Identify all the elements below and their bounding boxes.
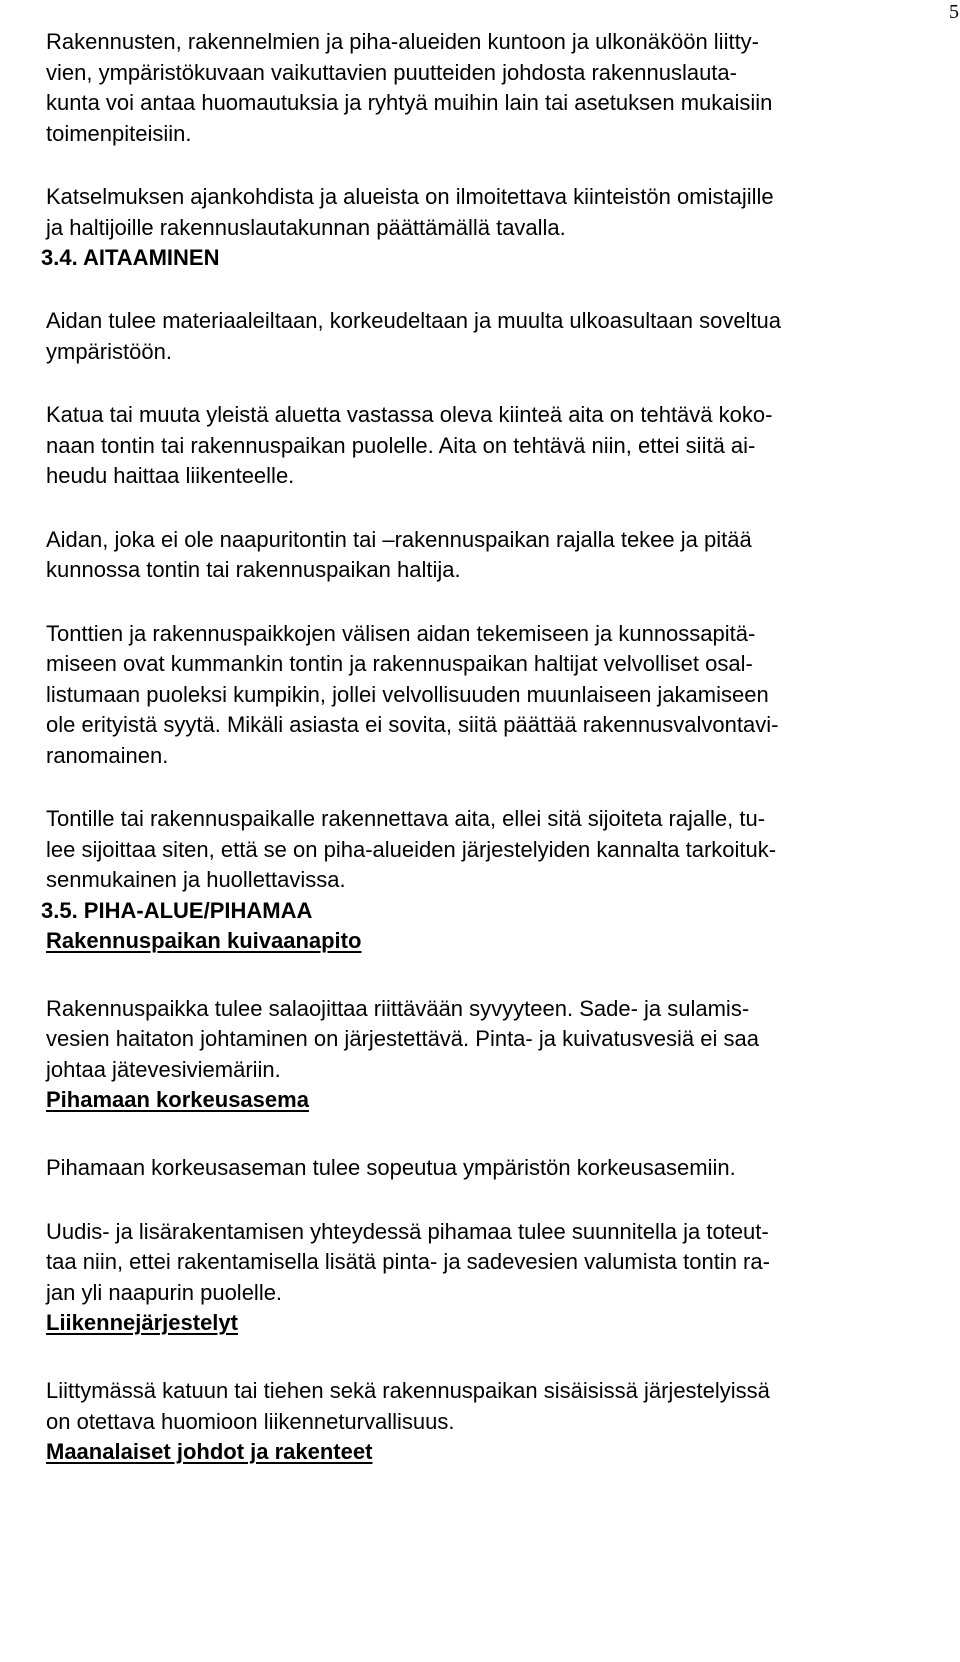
subheading-drainage [46,926,946,956]
text-line: Liittymässä katuun tai tiehen sekä rakennuspaikan sisäisissä järjestelyissä [46,1378,770,1403]
text-line: toimenpiteisiin. [46,120,192,146]
text-line: ole erityistä syytä. Mikäli asiasta ei sovita, siitä päättää rakennusvalvontavi- [46,712,779,737]
text-line: taa niin, ettei rakentamisella lisätä pinta- ja sadevesien valumista tontin ra- [46,1249,770,1274]
text-line: naan tontin tai rakennuspaikan puolelle. Aita on tehtävä niin, ettei siitä ai- [46,432,756,458]
text-line: Rakennuspaikka tulee salaojittaa riittävään syvyyteen. Sade- ja sulamis- [46,995,750,1021]
paragraph-fence-placement [46,804,946,896]
paragraph-drainage [46,994,946,1086]
subheading-text: Maanalaiset johdot ja rakenteet [46,1439,373,1464]
text-line: Katua tai muuta yleistä aluetta vastassa oleva kiinteä aita on tehtävä koko- [46,402,773,427]
text-line: Tontille tai rakennuspaikalle rakennettava aita, ellei sitä sijoiteta rajalle, tu- [46,806,766,831]
subheading-yard-elevation [46,1085,946,1115]
paragraph-new-construction [46,1217,946,1309]
paragraph-street-fence [46,400,946,492]
document-body [41,27,946,1467]
subheading-text: Liikennejärjestelyt [46,1310,238,1335]
text-line: Pihamaan korkeusaseman tulee sopeutua ympäristön korkeusasemiin. [46,1155,736,1180]
text-line: heudu haittaa liikenteelle. [46,463,295,488]
paragraph-fence-maintenance [46,525,946,586]
paragraph-fence-appearance [46,306,946,367]
text-line: Rakennusten, rakennelmien ja piha-alueiden kuntoon ja ulkonäköön liitty- [46,29,760,54]
section-heading-fencing: 3.4. AITAAMINEN [41,245,220,270]
text-line: kunta voi antaa huomautuksia ja ryhtyä muihin lain tai asetuksen mukaisiin [46,90,773,115]
text-line: ja haltijoille rakennuslautakunnan päättämällä tavalla. [46,214,566,240]
text-line: kunnossa tontin tai rakennuspaikan haltija. [46,557,461,582]
text-line: miseen ovat kummankin tontin ja rakennuspaikan haltijat velvolliset osal- [46,651,753,676]
paragraph-shared-fence [46,619,946,772]
text-line: Uudis- ja lisärakentamisen yhteydessä pihamaa tulee suunnitella ja toteut- [46,1218,769,1244]
paragraph-traffic [46,1376,946,1437]
text-line: ranomainen. [46,742,169,768]
text-line: vesien haitaton johtaminen on järjestettävä. Pinta- ja kuivatusvesiä ei saa [46,1026,759,1051]
text-line: Aidan tulee materiaaleiltaan, korkeudeltaan ja muulta ulkoasultaan soveltua [46,308,782,333]
subheading-traffic [46,1308,946,1338]
text-line: vien, ympäristökuvaan vaikuttavien puutteiden johdosta rakennuslauta- [46,59,737,85]
text-line: Katselmuksen ajankohdista ja alueista on ilmoitettava kiinteistön omistajille [46,184,774,209]
subheading-underground [46,1437,946,1467]
text-line: ympäristöön. [46,338,172,364]
text-line: listumaan puoleksi kumpikin, jollei velvollisuuden muunlaiseen jakamiseen [46,681,769,707]
subheading-text: Pihamaan korkeusasema [46,1087,309,1112]
text-line: on otettava huomioon liikenneturvallisuus. [46,1408,455,1434]
paragraph-yard-elevation [46,1153,946,1184]
text-line: johtaa jätevesiviemäriin. [46,1056,281,1082]
text-line: lee sijoittaa siten, että se on piha-alueiden järjestelyiden kannalta tarkoituk- [46,836,777,862]
paragraph-inspection-notice [46,182,946,243]
paragraph-notices [46,27,946,149]
text-line: Tonttien ja rakennuspaikkojen välisen aidan tekemiseen ja kunnossapitä- [46,620,756,646]
text-line: senmukainen ja huollettavissa. [46,867,346,892]
subheading-text: Rakennuspaikan kuivaanapito [46,927,362,953]
page-number: 5 [949,1,959,23]
text-line: Aidan, joka ei ole naapuritontin tai –rakennuspaikan rajalla tekee ja pitää [46,526,752,552]
text-line: jan yli naapurin puolelle. [46,1279,283,1305]
section-heading-yard: 3.5. PIHA-ALUE/PIHAMAA [41,897,313,923]
